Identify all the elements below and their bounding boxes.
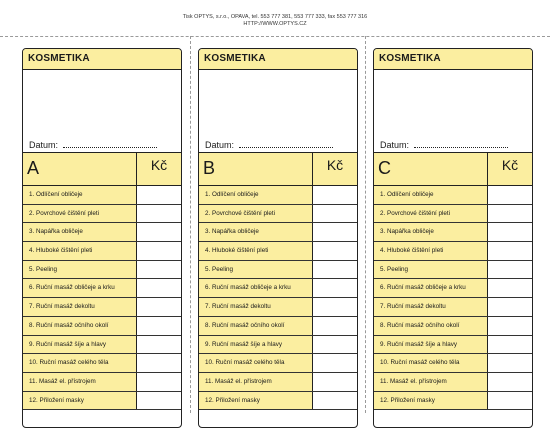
price-cell	[312, 261, 357, 279]
service-row	[199, 242, 357, 261]
price-cell	[136, 279, 181, 297]
service-row	[23, 317, 181, 336]
service-row	[374, 205, 532, 224]
service-row	[199, 205, 357, 224]
service-row	[374, 336, 532, 355]
service-label: 8. Ruční masáž očního okolí	[380, 321, 460, 329]
service-label: 2. Povrchové čištění pleti	[380, 209, 451, 217]
datum-dotted-line	[239, 147, 333, 148]
service-row	[199, 392, 357, 411]
service-label: 2. Povrchové čištění pleti	[205, 209, 276, 217]
card-notes-area	[199, 70, 357, 152]
service-row	[23, 336, 181, 355]
service-label: 7. Ruční masáž dekoltu	[29, 303, 95, 311]
service-row	[23, 279, 181, 298]
service-label: 10. Ruční masáž celého těla	[380, 359, 460, 367]
cut-line-top	[0, 36, 550, 38]
service-row	[23, 261, 181, 280]
cut-line-vertical-1	[190, 36, 191, 413]
service-row	[374, 223, 532, 242]
price-cell	[136, 261, 181, 279]
service-label: 5. Peeling	[29, 265, 58, 273]
datum-label: Datum:	[29, 140, 59, 150]
currency-column-header: Kč	[487, 153, 532, 185]
price-cell	[136, 336, 181, 354]
price-cell	[312, 317, 357, 335]
section-header	[374, 152, 532, 186]
datum-field	[29, 140, 157, 150]
price-cell	[312, 298, 357, 316]
service-row	[199, 279, 357, 298]
service-row	[374, 298, 532, 317]
price-cell	[312, 336, 357, 354]
coupon-card-1	[22, 48, 182, 428]
service-row	[23, 392, 181, 411]
price-cell	[487, 373, 532, 391]
service-label: 6. Ruční masáž obličeje a krku	[205, 284, 291, 292]
section-letter: B	[203, 158, 216, 178]
price-cell	[487, 392, 532, 410]
coupon-card-3	[373, 48, 533, 428]
service-row	[199, 317, 357, 336]
datum-field	[205, 140, 333, 150]
service-row	[374, 373, 532, 392]
currency-column-header: Kč	[136, 153, 181, 185]
service-label: 8. Ruční masáž očního okolí	[205, 321, 285, 329]
service-row	[374, 261, 532, 280]
service-label: 4. Hluboké čištění pleti	[29, 247, 93, 255]
service-label: 3. Napářka obličeje	[29, 228, 83, 236]
service-label: 7. Ruční masáž dekoltu	[380, 303, 446, 311]
service-label: 12. Přiložení masky	[29, 396, 84, 404]
service-label: 6. Ruční masáž obličeje a krku	[380, 284, 466, 292]
datum-label: Datum:	[205, 140, 235, 150]
service-row	[374, 354, 532, 373]
price-cell	[487, 223, 532, 241]
price-cell	[136, 373, 181, 391]
service-row	[374, 242, 532, 261]
price-cell	[487, 336, 532, 354]
service-label: 1. Odlíčení obličeje	[205, 191, 259, 198]
price-cell	[136, 354, 181, 372]
card-notes-area	[374, 70, 532, 152]
service-label: 3. Napářka obličeje	[380, 228, 434, 236]
price-cell	[487, 186, 532, 204]
service-label: 10. Ruční masáž celého těla	[29, 359, 109, 367]
price-cell	[136, 298, 181, 316]
service-row	[374, 279, 532, 298]
cut-line-vertical-2	[365, 36, 366, 413]
service-label: 9. Ruční masáž šíje a hlavy	[29, 340, 106, 348]
service-label: 9. Ruční masáž šíje a hlavy	[205, 340, 282, 348]
service-label: 5. Peeling	[380, 265, 409, 273]
price-cell	[312, 279, 357, 297]
service-label: 11. Masáž el. přístrojem	[380, 377, 447, 385]
section-letter: A	[27, 158, 40, 178]
service-row	[199, 354, 357, 373]
datum-dotted-line	[63, 147, 157, 148]
service-label: 4. Hluboké čištění pleti	[380, 247, 444, 255]
service-label: 1. Odlíčení obličeje	[29, 191, 83, 198]
price-cell	[136, 317, 181, 335]
service-row	[23, 354, 181, 373]
price-cell	[312, 242, 357, 260]
service-row	[23, 223, 181, 242]
section-header	[199, 152, 357, 186]
service-label: 5. Peeling	[205, 265, 234, 273]
service-row	[199, 298, 357, 317]
price-cell	[487, 298, 532, 316]
price-cell	[312, 373, 357, 391]
service-row	[199, 223, 357, 242]
printer-imprint	[0, 14, 550, 28]
service-label: 7. Ruční masáž dekoltu	[205, 303, 271, 311]
service-label: 10. Ruční masáž celého těla	[205, 359, 285, 367]
service-row	[23, 242, 181, 261]
service-row	[23, 373, 181, 392]
datum-field	[380, 140, 508, 150]
price-cell	[136, 242, 181, 260]
service-row	[23, 298, 181, 317]
card-notes-area	[23, 70, 181, 152]
card-header: KOSMETIKA	[23, 49, 181, 70]
price-cell	[136, 205, 181, 223]
service-row	[23, 186, 181, 205]
service-label: 12. Přiložení masky	[205, 396, 260, 404]
price-cell	[312, 354, 357, 372]
price-cell	[487, 242, 532, 260]
service-row	[374, 186, 532, 205]
service-label: 1. Odlíčení obličeje	[380, 191, 434, 198]
price-cell	[487, 354, 532, 372]
price-cell	[487, 205, 532, 223]
card-header: KOSMETIKA	[374, 49, 532, 70]
price-cell	[312, 205, 357, 223]
service-row	[199, 261, 357, 280]
service-label: 2. Povrchové čištění pleti	[29, 209, 100, 217]
price-cell	[487, 317, 532, 335]
service-label: 6. Ruční masáž obličeje a krku	[29, 284, 115, 292]
service-label: 11. Masáž el. přístrojem	[205, 377, 272, 385]
datum-label: Datum:	[380, 140, 410, 150]
service-label: 4. Hluboké čištění pleti	[205, 247, 269, 255]
service-row	[374, 317, 532, 336]
price-cell	[312, 186, 357, 204]
currency-column-header: Kč	[312, 153, 357, 185]
coupon-card-2	[198, 48, 358, 428]
datum-dotted-line	[414, 147, 508, 148]
service-row	[23, 205, 181, 224]
price-cell	[312, 392, 357, 410]
card-header: KOSMETIKA	[199, 49, 357, 70]
printer-imprint-line-2: HTTP://WWW.OPTYS.CZ	[243, 21, 307, 27]
price-cell	[312, 223, 357, 241]
service-row	[374, 392, 532, 411]
section-header	[23, 152, 181, 186]
service-label: 9. Ruční masáž šíje a hlavy	[380, 340, 457, 348]
service-label: 11. Masáž el. přístrojem	[29, 377, 96, 385]
price-cell	[136, 186, 181, 204]
service-label: 8. Ruční masáž očního okolí	[29, 321, 109, 329]
section-letter: C	[378, 158, 391, 178]
service-label: 3. Napářka obličeje	[205, 228, 259, 236]
price-cell	[136, 223, 181, 241]
price-cell	[487, 261, 532, 279]
service-row	[199, 186, 357, 205]
price-cell	[487, 279, 532, 297]
service-label: 12. Přiložení masky	[380, 396, 435, 404]
printer-imprint-line-1: Tisk OPTYS, s.r.o., OPAVA, tel. 553 777 381, 553 777 333, fax 553 777 316	[182, 14, 368, 20]
price-cell	[136, 392, 181, 410]
service-row	[199, 373, 357, 392]
service-row	[199, 336, 357, 355]
